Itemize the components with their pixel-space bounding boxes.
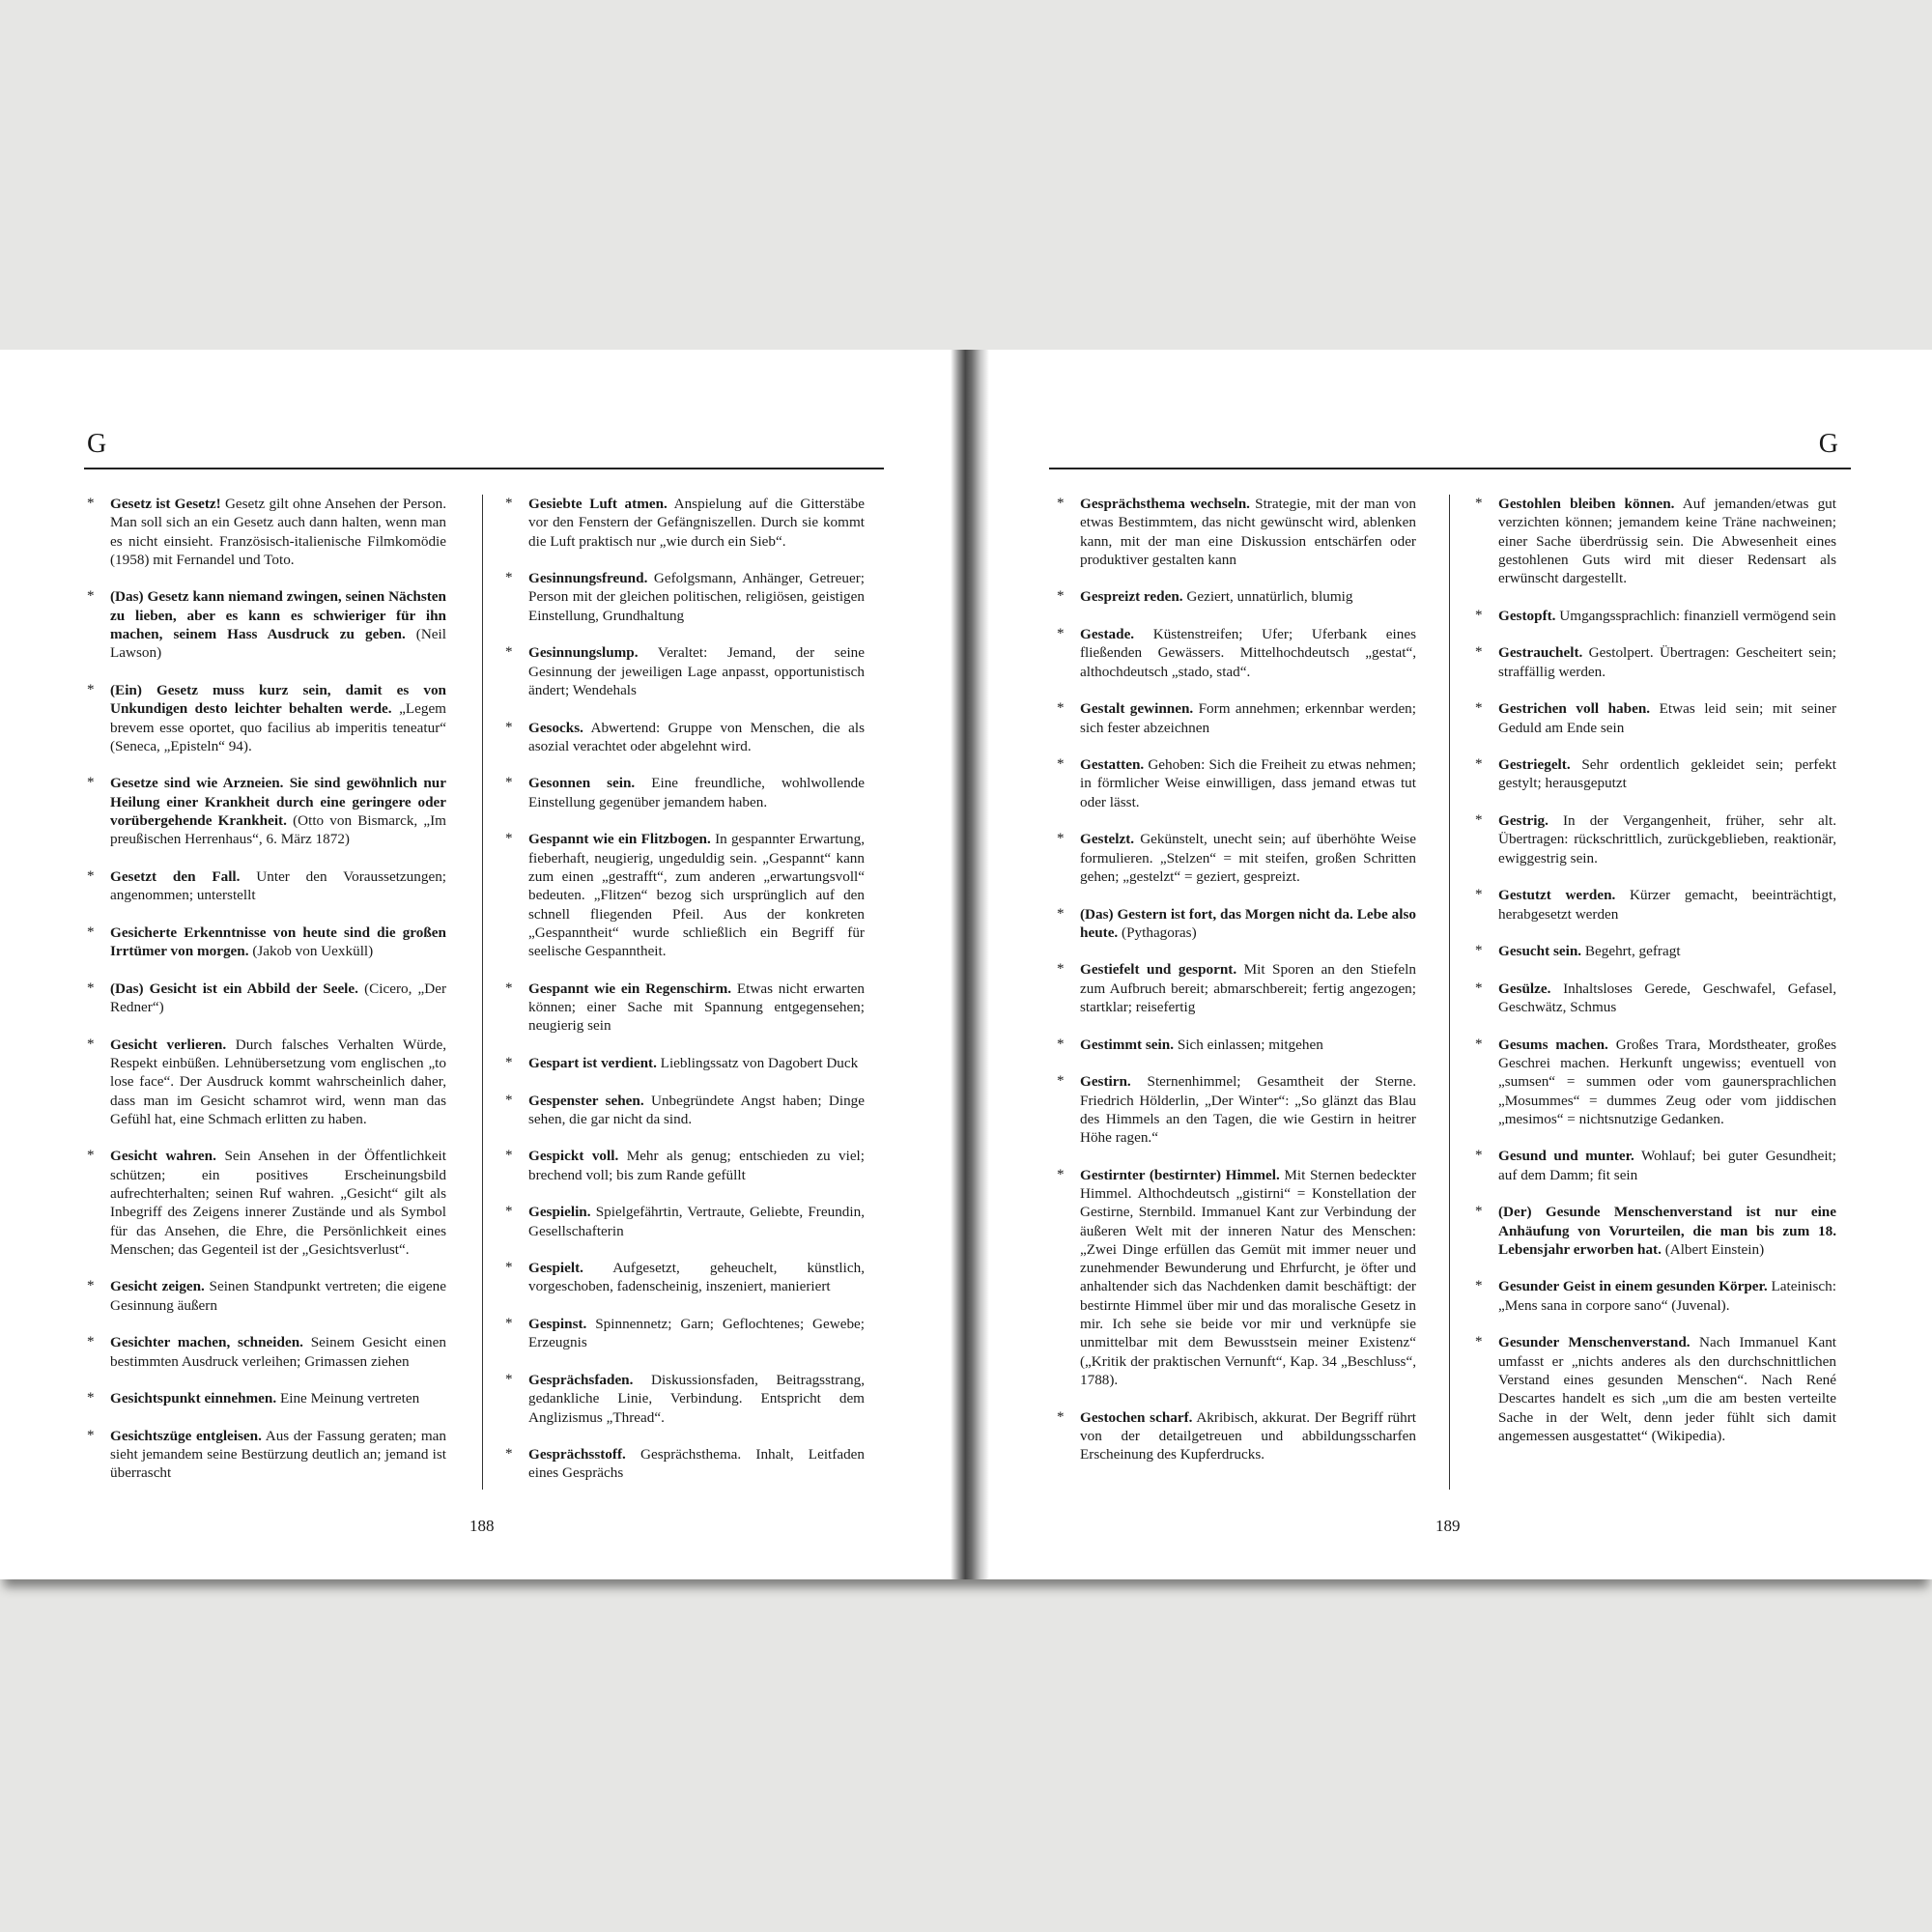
- asterisk-bullet: *: [505, 719, 513, 735]
- asterisk-bullet: *: [1475, 496, 1483, 511]
- asterisk-bullet: *: [1057, 496, 1065, 511]
- entry-term: Gestriegelt.: [1498, 756, 1571, 774]
- asterisk-bullet: *: [1057, 961, 1065, 978]
- entry-term: Gespart ist verdient.: [528, 1054, 657, 1071]
- entry-term: (Der) Gesunde Menschenverstand ist nur eine Anhäufung von Vorurteilen, die man bis zum 18. Lebensjahr erworben hat.: [1498, 1204, 1836, 1258]
- asterisk-bullet: *: [505, 775, 513, 791]
- entry-definition: Lieblingssatz von Dagobert Duck: [660, 1054, 859, 1071]
- asterisk-bullet: *: [505, 1260, 513, 1276]
- entry-column: [1057, 495, 1416, 1483]
- entry-definition: Gestolpert. Übertragen: Gescheitert sein; straffällig werden.: [1498, 644, 1836, 680]
- entry-term: (Das) Gesetz kann niemand zwingen, seinen Nächsten zu lieben, aber es kann es schwieriger für ihn machen, seinem Hass Ausdruck zu geben.: [110, 588, 446, 643]
- dictionary-entry: [1475, 607, 1836, 625]
- asterisk-bullet: *: [87, 1148, 95, 1164]
- entry-definition: Inhaltsloses Gerede, Geschwafel, Gefasel, Geschwätz, Schmus: [1498, 980, 1836, 1016]
- entry-definition: (Cicero, „Der Redner“): [110, 980, 447, 1016]
- dictionary-entry: [87, 1147, 446, 1259]
- dictionary-entry: [1475, 1277, 1836, 1315]
- dictionary-entry: [1475, 1333, 1836, 1445]
- dictionary-entry: [505, 495, 865, 551]
- dictionary-entry: [1475, 495, 1836, 587]
- entry-definition: Lateinisch: „Mens sana in corpore sano“ (Juvenal).: [1498, 1278, 1836, 1314]
- dictionary-entry: [1475, 699, 1836, 737]
- entry-definition: Spielgefährtin, Vertraute, Geliebte, Freundin, Gesellschafterin: [528, 1204, 866, 1239]
- entry-definition: Gehoben: Sich die Freiheit zu etwas nehmen; in förmlicher Weise einwilligen, dass jemand etwas tut oder lässt.: [1080, 756, 1416, 810]
- dictionary-entry: [87, 587, 446, 662]
- page-number: 188: [469, 1517, 495, 1535]
- dictionary-entry: [505, 1092, 865, 1129]
- asterisk-bullet: *: [1475, 1036, 1483, 1052]
- header-rule: [1049, 468, 1851, 469]
- asterisk-bullet: *: [87, 980, 95, 996]
- entry-term: Gestirnter (bestirnter) Himmel.: [1080, 1166, 1280, 1183]
- dictionary-entry: [1057, 830, 1416, 886]
- asterisk-bullet: *: [1475, 607, 1483, 623]
- entry-term: Gespinst.: [528, 1316, 587, 1333]
- entry-definition: „Legem brevem esse oportet, quo facilius ab imperitis teneatur“ (Seneca, „Episteln“ 94).: [110, 700, 447, 754]
- entry-definition: Küstenstreifen; Ufer; Uferbank eines fließenden Gewässers. Mittelhochdeutsch „gestat“, althochdeutsch „stado, stad“.: [1080, 626, 1416, 680]
- dictionary-entry: [505, 719, 865, 756]
- asterisk-bullet: *: [87, 1427, 95, 1443]
- dictionary-entry: [87, 495, 446, 569]
- dictionary-entry: [1475, 811, 1836, 867]
- dictionary-entry: [1475, 643, 1836, 681]
- asterisk-bullet: *: [505, 1148, 513, 1164]
- asterisk-bullet: *: [1057, 588, 1065, 605]
- dictionary-entry: [1057, 625, 1416, 681]
- entry-definition: Gekünstelt, unecht sein; auf überhöhte Weise formulieren. „Stelzen“ = mit steifen, großen Schritten gehen; „gestelzt“ = geziert, gespreizt.: [1080, 831, 1417, 885]
- dictionary-entry: [1475, 1203, 1836, 1259]
- dictionary-entry: [1475, 1036, 1836, 1128]
- dictionary-entry: [1475, 980, 1836, 1017]
- header-rule: [84, 468, 884, 469]
- dictionary-entry: [505, 1259, 865, 1296]
- asterisk-bullet: *: [505, 1371, 513, 1387]
- dictionary-entry: [1475, 755, 1836, 793]
- entry-definition: Etwas nicht erwarten können; einer Sache mit Spannung entgegensehen; neugierig sein: [528, 980, 865, 1035]
- entry-term: Gesucht sein.: [1498, 943, 1582, 960]
- page-number: 189: [1435, 1517, 1461, 1535]
- asterisk-bullet: *: [1475, 756, 1483, 773]
- asterisk-bullet: *: [1475, 887, 1483, 903]
- dictionary-entry: [87, 867, 446, 905]
- entry-column: [1475, 495, 1836, 1463]
- entry-term: Gesunder Menschenverstand.: [1498, 1334, 1690, 1351]
- entry-definition: Eine Meinung vertreten: [279, 1390, 420, 1407]
- entry-definition: Eine freundliche, wohlwollende Einstellung gegenüber jemandem haben.: [528, 775, 865, 810]
- asterisk-bullet: *: [1057, 1036, 1065, 1052]
- entry-term: Gestatten.: [1080, 756, 1145, 774]
- entry-term: Gesicht wahren.: [110, 1148, 216, 1165]
- entry-definition: Begehrt, gefragt: [1584, 943, 1681, 960]
- entry-definition: Form annehmen; erkennbar werden; sich fester abzeichnen: [1080, 700, 1416, 736]
- entry-term: Gestade.: [1080, 626, 1135, 643]
- asterisk-bullet: *: [505, 1092, 513, 1108]
- entry-term: Gestutzt werden.: [1498, 887, 1616, 904]
- asterisk-bullet: *: [1475, 1148, 1483, 1164]
- entry-term: Gestimmt sein.: [1080, 1036, 1175, 1053]
- asterisk-bullet: *: [1475, 1334, 1483, 1350]
- entry-definition: Etwas leid sein; mit seiner Geduld am Ende sein: [1498, 700, 1836, 736]
- entry-definition: Sich einlassen; mitgehen: [1177, 1036, 1323, 1053]
- entry-term: Gesund und munter.: [1498, 1148, 1634, 1165]
- asterisk-bullet: *: [87, 775, 95, 791]
- entry-definition: Sternenhimmel; Gesamtheit der Sterne. Friedrich Hölderlin, „Der Winter“: „So glänzt das Blau des Himmels an den Tagen, die wie Gestirn in heitrer Höhe ragen.“: [1080, 1073, 1417, 1147]
- dictionary-entry: [1057, 1036, 1416, 1054]
- entry-term: Gespannt wie ein Flitzbogen.: [528, 831, 711, 848]
- entry-column: [505, 495, 865, 1501]
- asterisk-bullet: *: [1475, 1278, 1483, 1294]
- dictionary-entry: [505, 1445, 865, 1483]
- dictionary-entry: [1057, 699, 1416, 737]
- column-divider: [1449, 495, 1450, 1490]
- entry-definition: Veraltet: Jemand, der seine Gesinnung der jeweiligen Lage anpasst, opportunistisch ändert; Wendehals: [528, 644, 865, 698]
- dictionary-entry: [87, 681, 446, 755]
- asterisk-bullet: *: [505, 831, 513, 847]
- asterisk-bullet: *: [87, 923, 95, 940]
- asterisk-bullet: *: [87, 588, 95, 605]
- entry-term: Gestrauchelt.: [1498, 644, 1583, 662]
- asterisk-bullet: *: [1057, 905, 1065, 922]
- entry-term: Gestalt gewinnen.: [1080, 700, 1194, 718]
- entry-definition: Seinem Gesicht einen bestimmten Ausdruck verleihen; Grimassen ziehen: [110, 1334, 446, 1370]
- column-divider: [482, 495, 483, 1490]
- entry-term: Gespickt voll.: [528, 1148, 619, 1165]
- asterisk-bullet: *: [1475, 980, 1483, 996]
- asterisk-bullet: *: [1475, 1204, 1483, 1220]
- dictionary-entry: [87, 1427, 446, 1483]
- entry-definition: Sein Ansehen in der Öffentlichkeit schützen; ein positives Erscheinungsbild aufrechterhalten; seinen Ruf wahren. „Gesicht“ gilt als Inbegriff des Zeigens innerer Zustände und als Symbol für das Ansehen, die Ehre, die Persönlichkeit eines Menschen; das Gegenteil ist der „Gesichtsverlust“.: [110, 1148, 446, 1258]
- dictionary-entry: [1057, 755, 1416, 811]
- entry-column: [87, 495, 446, 1501]
- entry-definition: Kürzer gemacht, beeinträchtigt, herabgesetzt werden: [1498, 887, 1836, 923]
- dictionary-entry: [1057, 587, 1416, 606]
- asterisk-bullet: *: [1057, 1166, 1065, 1182]
- dictionary-entry: [505, 1203, 865, 1240]
- entry-definition: Abwertend: Gruppe von Menschen, die als asozial verachtet oder abgelehnt wird.: [528, 719, 865, 754]
- entry-definition: Wohlauf; bei guter Gesundheit; auf dem Damm; fit sein: [1498, 1148, 1836, 1183]
- dictionary-entry: [1057, 1072, 1416, 1147]
- dictionary-entry: [87, 980, 446, 1017]
- left-page: [0, 350, 958, 1579]
- entry-term: Gesprächsstoff.: [528, 1446, 626, 1463]
- asterisk-bullet: *: [87, 1036, 95, 1052]
- dictionary-entry: [1057, 960, 1416, 1016]
- asterisk-bullet: *: [505, 1054, 513, 1070]
- asterisk-bullet: *: [1057, 1073, 1065, 1090]
- entry-definition: Gesprächsthema. Inhalt, Leitfaden eines Gesprächs: [528, 1446, 865, 1482]
- entry-definition: (Albert Einstein): [1664, 1240, 1765, 1258]
- entry-term: Gesprächsthema wechseln.: [1080, 496, 1250, 512]
- entry-definition: Großes Trara, Mordstheater, großes Geschrei machen. Herkunft ungewiss; eventuell von „sumsen“ = summen oder vom gaunersprachlichen „Mosummes“ = dummes Zeug oder vom jiddischen „mesimos“ = nichtsnutzige Gedanken.: [1498, 1036, 1837, 1127]
- entry-term: Gespenster sehen.: [528, 1092, 644, 1109]
- dictionary-entry: [87, 1333, 446, 1371]
- entry-definition: (Neil Lawson): [110, 626, 446, 662]
- entry-definition: Auf jemanden/etwas gut verzichten können; jemandem keine Träne nachweinen; einer Sache überdrüssig sein. Die Abwesenheit eines gestohlenen Guts wird mit dieser Redensart als erwünscht dargestellt.: [1498, 496, 1836, 587]
- asterisk-bullet: *: [87, 681, 95, 697]
- asterisk-bullet: *: [87, 1334, 95, 1350]
- entry-definition: Anspielung auf die Gitterstäbe vor den Fenstern der Gefängniszellen. Durch sie kommt die Luft praktisch nur „wie durch ein Sieb“.: [528, 496, 865, 550]
- dictionary-entry: [87, 1389, 446, 1407]
- entry-term: Gesiebte Luft atmen.: [528, 496, 668, 512]
- entry-term: Gesicht verlieren.: [110, 1036, 227, 1053]
- entry-definition: Diskussionsfaden, Beitragsstrang, gedankliche Linie, Verbindung. Entspricht dem Anglizismus „Thread“.: [528, 1371, 865, 1426]
- asterisk-bullet: *: [1475, 644, 1483, 661]
- dictionary-entry: [87, 1277, 446, 1315]
- entry-term: Gestopft.: [1498, 607, 1556, 624]
- entry-term: Gespannt wie ein Regenschirm.: [528, 980, 732, 997]
- entry-definition: Durch falsches Verhalten Würde, Respekt einbüßen. Lehnübersetzung vom englischen „to lose face“. Der Ausdruck kommt wahrscheinlich daher, dass man im Gesicht schamrot wird, wenn man das Gefühl hat, eine Schmach erlitten zu haben.: [110, 1036, 446, 1127]
- dictionary-entry: [1057, 905, 1416, 943]
- entry-term: Gestelzt.: [1080, 831, 1135, 848]
- asterisk-bullet: *: [87, 1390, 95, 1406]
- entry-definition: Aus der Fassung geraten; man sieht jemandem seine Bestürzung deutlich an; jemand ist überrascht: [110, 1427, 446, 1482]
- entry-term: Gespielin.: [528, 1204, 591, 1221]
- entry-term: Gesichter machen, schneiden.: [110, 1334, 303, 1351]
- entry-term: Gesums machen.: [1498, 1036, 1608, 1053]
- entry-term: Gesprächsfaden.: [528, 1371, 634, 1388]
- entry-definition: Aufgesetzt, geheuchelt, künstlich, vorgeschoben, fadenscheinig, inszeniert, manieriert: [528, 1260, 865, 1295]
- entry-term: Gesetzt den Fall.: [110, 867, 241, 885]
- entry-definition: Seinen Standpunkt vertreten; die eigene Gesinnung äußern: [110, 1278, 446, 1314]
- asterisk-bullet: *: [1057, 626, 1065, 642]
- entry-definition: Mit Sternen bedeckter Himmel. Althochdeutsch „gistirni“ = Konstellation der Gestirne, Sternbild. Immanuel Kant zur Verbindung der äußeren Welt mit der inneren Natur des Menschen: „Zwei Dinge erfüllen das Gemüt mit immer neuer und zunehmender Bewunderung und Ehrfurcht, je öfter und anhaltender sich das Nachdenken damit beschäftigt: der bestirnte Himmel über mir und das moralische Gesetz in mir. Ich sehe sie beide vor mir und verknüpfe sie unmittelbar mit dem Bewusstsein meiner Existenz“ („Kritik der praktischen Vernunft“, Kap. 34 „Beschluss“, 1788).: [1080, 1166, 1416, 1388]
- entry-definition: Unter den Voraussetzungen; angenommen; unterstellt: [110, 867, 447, 904]
- entry-term: Gesicherte Erkenntnisse von heute sind die großen Irrtümer von morgen.: [110, 923, 446, 960]
- entry-definition: Spinnennetz; Garn; Geflochtenes; Gewebe; Erzeugnis: [528, 1316, 865, 1351]
- entry-term: Gesichtspunkt einnehmen.: [110, 1390, 277, 1407]
- entry-definition: Mit Sporen an den Stiefeln zum Aufbruch bereit; abmarschbereit; fertig angezogen; startklar; reisefertig: [1080, 961, 1416, 1016]
- book-spread: [0, 350, 1932, 1579]
- entry-term: (Das) Gesicht ist ein Abbild der Seele.: [110, 980, 358, 997]
- running-head-letter: G: [87, 429, 107, 459]
- asterisk-bullet: *: [1057, 700, 1065, 717]
- dictionary-entry: [1475, 1147, 1836, 1184]
- entry-term: Gestirn.: [1080, 1073, 1131, 1091]
- entry-definition: Nach Immanuel Kant umfasst er „nichts anderes als den durchschnittlichen Verstand eines gesunden Menschen“. Nach René Descartes handelt es sich „um die am besten verteilte Sache in der Welt, denn jeder fühlt sich damit angemessen ausgestattet“ (Wikipedia).: [1498, 1334, 1837, 1444]
- entry-term: Gespielt.: [528, 1260, 583, 1277]
- entry-definition: Strategie, mit der man von etwas Bestimmtem, das nicht gewünscht wird, ablenken kann, mit der man eine Diskussion entschärfen oder produktiver gestalten kann: [1080, 496, 1416, 568]
- dictionary-entry: [505, 774, 865, 811]
- dictionary-entry: [505, 569, 865, 625]
- asterisk-bullet: *: [505, 1446, 513, 1463]
- entry-definition: Akribisch, akkurat. Der Begriff rührt von der detailgetreuen und abbildungsscharfen Erscheinung des Kupferdrucks.: [1080, 1408, 1416, 1463]
- asterisk-bullet: *: [87, 867, 95, 884]
- entry-term: Gespreizt reden.: [1080, 588, 1183, 606]
- entry-term: Gestrichen voll haben.: [1498, 700, 1651, 718]
- dictionary-entry: [505, 643, 865, 699]
- entry-term: Gesonnen sein.: [528, 775, 636, 792]
- entry-term: (Das) Gestern ist fort, das Morgen nicht da. Lebe also heute.: [1080, 905, 1416, 941]
- dictionary-entry: [1475, 942, 1836, 960]
- asterisk-bullet: *: [505, 644, 513, 661]
- dictionary-entry: [1057, 1166, 1416, 1390]
- entry-term: Gesinnungsfreund.: [528, 570, 648, 587]
- dictionary-entry: [505, 1371, 865, 1427]
- running-head-letter: G: [1818, 429, 1838, 459]
- entry-definition: Umgangssprachlich: finanziell vermögend sein: [1559, 607, 1836, 624]
- entry-term: Gesichtszüge entgleisen.: [110, 1427, 262, 1444]
- dictionary-entry: [87, 774, 446, 848]
- dictionary-entry: [505, 830, 865, 960]
- asterisk-bullet: *: [1475, 700, 1483, 717]
- entry-term: Gestochen scharf.: [1080, 1408, 1193, 1426]
- entry-term: Gesunder Geist in einem gesunden Körper.: [1498, 1278, 1768, 1295]
- dictionary-entry: [1057, 495, 1416, 569]
- entry-definition: Sehr ordentlich gekleidet sein; perfekt gestylt; herausgeputzt: [1498, 756, 1836, 792]
- entry-definition: Mehr als genug; entschieden zu viel; brechend voll; bis zum Rande gefüllt: [528, 1148, 865, 1183]
- asterisk-bullet: *: [1475, 943, 1483, 959]
- entry-definition: (Otto von Bismarck, „Im preußischen Herrenhaus“, 6. März 1872): [110, 812, 446, 848]
- entry-term: Gestrig.: [1498, 812, 1548, 830]
- dictionary-entry: [505, 980, 865, 1036]
- entry-definition: Gesetz gilt ohne Ansehen der Person. Man soll sich an ein Gesetz auch dann halten, wenn man es nicht einsieht. Französisch-italienische Filmkomödie (1958) mit Fernandel und Toto.: [110, 496, 446, 568]
- dictionary-entry: [1057, 1408, 1416, 1464]
- asterisk-bullet: *: [505, 496, 513, 511]
- dictionary-entry: [505, 1315, 865, 1352]
- entry-definition: Geziert, unnatürlich, blumig: [1186, 588, 1353, 606]
- entry-definition: Gefolgsmann, Anhänger, Getreuer; Person mit der gleichen politischen, religiösen, geistigen Einstellung, Grundhaltung: [528, 570, 865, 624]
- entry-term: Gesinnungslump.: [528, 644, 639, 662]
- entry-term: Gestiefelt und gespornt.: [1080, 961, 1237, 979]
- entry-term: Gesetze sind wie Arzneien. Sie sind gewöhnlich nur Heilung einer Krankheit durch eine geringere oder vorübergehende Krankheit.: [110, 775, 446, 830]
- asterisk-bullet: *: [505, 570, 513, 586]
- entry-definition: In der Vergangenheit, früher, sehr alt. Übertragen: rückschrittlich, zurückgeblieben, reaktionär, ewiggestrig sein.: [1498, 812, 1836, 867]
- book-gutter-shadow: [951, 350, 989, 1579]
- asterisk-bullet: *: [505, 1204, 513, 1220]
- entry-term: Gestohlen bleiben können.: [1498, 496, 1675, 512]
- dictionary-entry: [87, 923, 446, 961]
- entry-term: Gesicht zeigen.: [110, 1278, 205, 1295]
- entry-definition: Unbegründete Angst haben; Dinge sehen, die gar nicht da sind.: [528, 1092, 865, 1127]
- asterisk-bullet: *: [1057, 831, 1065, 847]
- dictionary-entry: [87, 1036, 446, 1128]
- entry-term: Gesetz ist Gesetz!: [110, 496, 221, 512]
- asterisk-bullet: *: [505, 1316, 513, 1332]
- asterisk-bullet: *: [87, 496, 95, 511]
- entry-definition: (Jakob von Uexküll): [252, 943, 374, 960]
- entry-term: Gesocks.: [528, 719, 583, 736]
- dictionary-entry: [505, 1054, 865, 1072]
- dictionary-entry: [1475, 886, 1836, 923]
- asterisk-bullet: *: [1057, 756, 1065, 773]
- right-page: [974, 350, 1932, 1579]
- dictionary-entry: [505, 1147, 865, 1184]
- entry-term: (Ein) Gesetz muss kurz sein, damit es von Unkundigen desto leichter behalten werde.: [110, 681, 446, 718]
- entry-definition: In gespannter Erwartung, fieberhaft, neugierig, ungeduldig sein. „Gespannt“ kann zum einen „gestrafft“, zum anderen „erwartungsvoll“ bedeuten. „Flitzen“ bezog sich ursprünglich auf den schnell fliegenden Pfeil. Aus der konkreten „Gespanntheit“ wurde schließlich ein Begriff für seelische Gespanntheit.: [528, 831, 866, 960]
- asterisk-bullet: *: [505, 980, 513, 996]
- asterisk-bullet: *: [87, 1278, 95, 1294]
- asterisk-bullet: *: [1475, 812, 1483, 829]
- asterisk-bullet: *: [1057, 1408, 1065, 1425]
- entry-term: Gesülze.: [1498, 980, 1551, 997]
- entry-definition: (Pythagoras): [1122, 923, 1197, 941]
